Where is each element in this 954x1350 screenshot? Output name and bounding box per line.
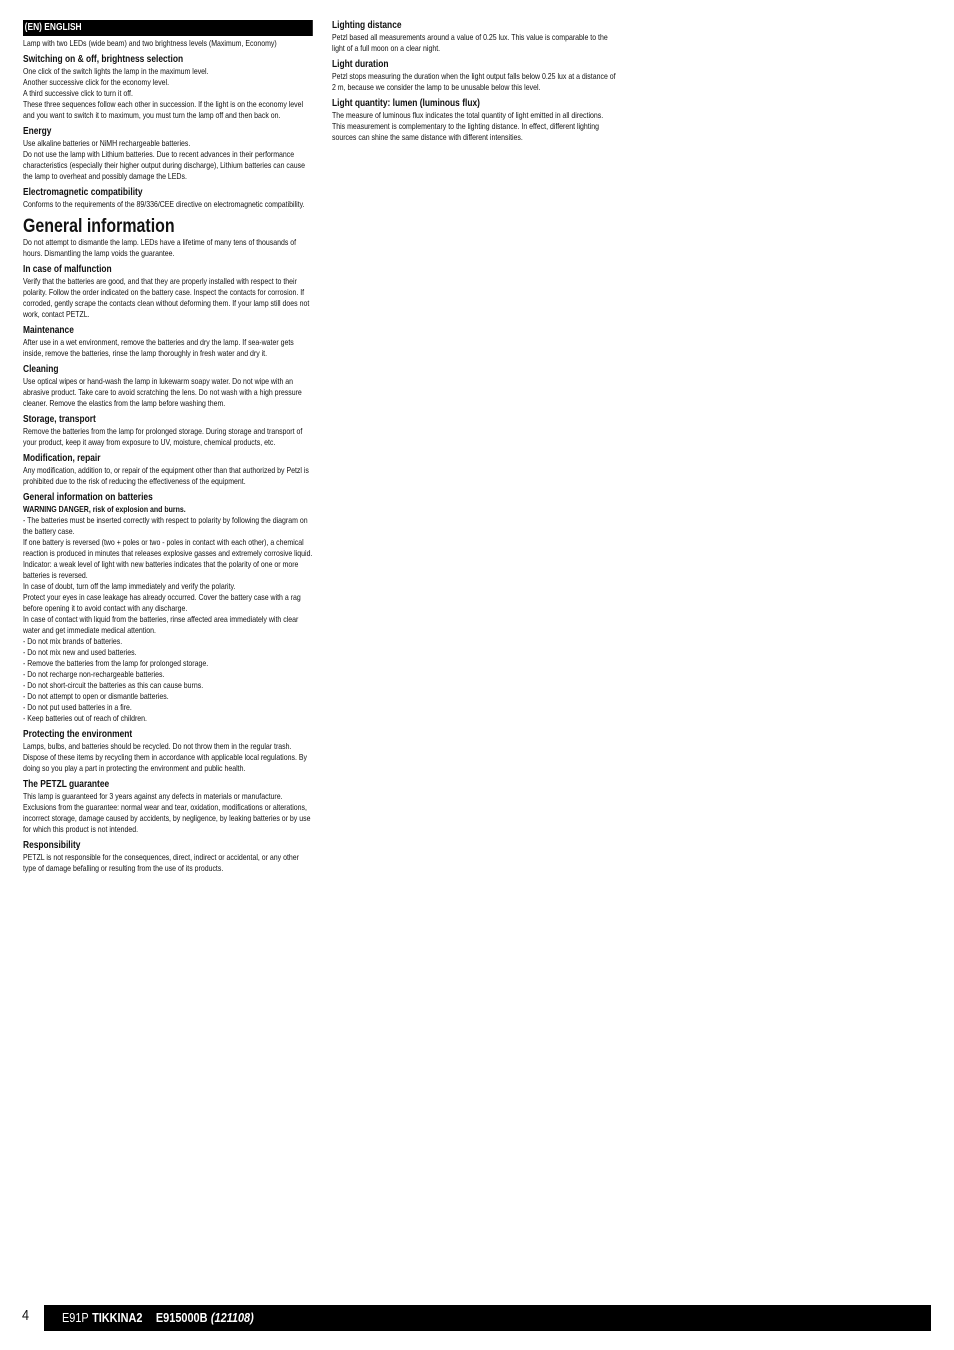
light-sections [332, 20, 618, 143]
closing-sections [23, 729, 313, 874]
section-heading: Maintenance [23, 325, 74, 336]
battery-instruction: In case of contact with liquid from the batteries, rinse affected area immediately with clear water and get immediate medical attention. [23, 614, 299, 635]
battery-instruction: - Do not attempt to open or dismantle batteries. [23, 691, 169, 701]
section-body [23, 465, 313, 487]
general-intro-text: Do not attempt to dismantle the lamp. LEDs have a lifetime of many tens of thousands of hours. Dismantling the lamp voids the guarantee. [23, 237, 297, 258]
section-body [332, 71, 618, 93]
paragraph: This measurement is complementary to the lighting distance. In effect, different lighting sources can shine the same distance with different intensities. [332, 121, 600, 142]
intro-text: Lamp with two LEDs (wide beam) and two brightness levels (Maximum, Economy) [23, 38, 277, 48]
paragraph: One click of the switch lights the lamp in the maximum level. [23, 66, 209, 76]
section-heading: In case of malfunction [23, 264, 112, 275]
paragraph: The measure of luminous flux indicates the total quantity of light emitted in all directions. [332, 110, 604, 120]
battery-instruction: In case of doubt, turn off the lamp immediately and verify the polarity. [23, 581, 236, 591]
battery-instruction: - Keep batteries out of reach of children. [23, 713, 147, 723]
section-body [23, 852, 313, 874]
section-heading: Electromagnetic compatibility [23, 187, 143, 198]
section-body [23, 66, 313, 121]
battery-instruction: - Do not recharge non-rechargeable batteries. [23, 669, 165, 679]
section-heading: Cleaning [23, 364, 59, 375]
section-heading: Modification, repair [23, 453, 101, 464]
paragraph: Petzl stops measuring the duration when the light output falls below 0.25 lux at a distance of 2 m, because we consider the lamp to be unusable below this level. [332, 71, 616, 92]
general-sections [23, 264, 313, 487]
battery-instruction: - Remove the batteries from the lamp for prolonged storage. [23, 658, 209, 668]
battery-instruction: Protect your eyes in case leakage has already occurred. Cover the battery case with a rag before opening it to avoid contact with any discharge. [23, 592, 301, 613]
battery-instruction: - Do not put used batteries in a fire. [23, 702, 132, 712]
paragraph: A third successive click to turn it off. [23, 88, 133, 98]
section-heading: Storage, transport [23, 414, 96, 425]
section-body [332, 32, 618, 54]
section-body [23, 199, 313, 210]
battery-instruction: - The batteries must be inserted correctly with respect to polarity by following the diagram on the battery case. [23, 515, 308, 536]
usage-sections [23, 54, 313, 210]
section-heading: Light quantity: lumen (luminous flux) [332, 98, 480, 109]
batteries-warning: WARNING DANGER, risk of explosion and burns. [23, 504, 186, 514]
page-number: 4 [22, 1307, 30, 1324]
paragraph: After use in a wet environment, remove the batteries and dry the lamp. If sea-water gets inside, remove the batteries, rinse the lamp thoroughly in fresh water and dry it. [23, 337, 294, 358]
paragraph: Any modification, addition to, or repair of the equipment other than that authorized by Petzl is prohibited due to the risk of reducing the effectiveness of the equipment. [23, 465, 309, 486]
section-heading: Light duration [332, 59, 389, 70]
footer-prefix: E91P [62, 1310, 89, 1325]
battery-instruction: - Do not mix brands of batteries. [23, 636, 123, 646]
language-heading: (EN) ENGLISH [23, 20, 313, 36]
section-body [23, 741, 313, 774]
section-heading: Responsibility [23, 840, 81, 851]
section-heading: Lighting distance [332, 20, 402, 31]
battery-instruction: If one battery is reversed (two + poles or two - poles in contact with each other), a chemical reaction is produced in minutes that releases explosive gasses and extremely corrosive liquid. [23, 537, 313, 558]
battery-instruction: - Do not short-circuit the batteries as this can cause burns. [23, 680, 204, 690]
section-body [23, 376, 313, 409]
battery-instruction: - Do not mix new and used batteries. [23, 647, 137, 657]
batteries-body [23, 515, 313, 724]
paragraph: Petzl based all measurements around a value of 0.25 lux. This value is comparable to the light of a full moon on a clear night. [332, 32, 608, 53]
paragraph: Lamps, bulbs, and batteries should be recycled. Do not throw them in the regular trash. Dispose of these items by recycling them in accordance with applicable local regulations. By doing so you play a part in protecting the environment and public health. [23, 741, 307, 773]
section-body [23, 337, 313, 359]
paragraph: Use optical wipes or hand-wash the lamp in lukewarm soapy water. Do not wipe with an abrasive product. Take care to avoid scratching the lens. Do not wash with a high pressure cleaner. Remove the elastics from the lamp before washing them. [23, 376, 302, 408]
general-information-heading: General information [23, 216, 175, 237]
footer-date-code: (121108) [210, 1310, 254, 1325]
paragraph: Use alkaline batteries or NiMH rechargeable batteries. [23, 138, 191, 148]
section-body [23, 791, 313, 835]
section-body [23, 276, 313, 320]
paragraph: Another successive click for the economy level. [23, 77, 170, 87]
footer-bar [44, 1305, 931, 1331]
paragraph: Verify that the batteries are good, and that they are properly installed with respect to their polarity. Follow the order indicated on the battery case. Inspect the contacts for corrosion. If corroded, gently scrape the contacts clean without deforming them. If your lamp still does not work, contact PETZL. [23, 276, 310, 319]
paragraph: Remove the batteries from the lamp for prolonged storage. During storage and transport of your product, keep it away from exposure to UV, moisture, chemical products, etc. [23, 426, 303, 447]
paragraph: Do not use the lamp with Lithium batteries. Due to recent advances in their performance characteristics (especially their higher output during discharge), Lithium batteries can cause the lamp to overheat and possibly damage the LEDs. [23, 149, 306, 181]
section-heading: Switching on & off, brightness selection [23, 54, 184, 65]
section-body [23, 426, 313, 448]
footer-product-name: TIKKINA2 [92, 1310, 143, 1325]
batteries-heading: General information on batteries [23, 492, 153, 503]
section-body [23, 138, 313, 182]
section-body [332, 110, 618, 143]
paragraph: Conforms to the requirements of the 89/336/CEE directive on electromagnetic compatibility. [23, 199, 305, 209]
footer-document-code: E915000B [155, 1310, 208, 1325]
right-column [332, 20, 618, 143]
battery-instruction: Indicator: a weak level of light with new batteries indicates that the polarity of one or more batteries is reversed. [23, 559, 299, 580]
paragraph: These three sequences follow each other in succession. If the light is on the economy level and you want to switch it to maximum, you must turn the lamp off and then back on. [23, 99, 304, 120]
section-heading: The PETZL guarantee [23, 779, 110, 790]
paragraph: This lamp is guaranteed for 3 years against any defects in materials or manufacture. Exclusions from the guarantee: normal wear and tear, oxidation, modifications or alterations, incorrect storage, damage caused by accidents, by negligence, by leaking batteries or by use for which this product is not intended. [23, 791, 311, 834]
paragraph: PETZL is not responsible for the consequences, direct, indirect or accidental, or any other type of damage befalling or resulting from the use of its products. [23, 852, 299, 873]
section-heading: Protecting the environment [23, 729, 133, 740]
footer-reference [62, 1309, 254, 1327]
left-column [23, 20, 313, 874]
section-heading: Energy [23, 126, 52, 137]
